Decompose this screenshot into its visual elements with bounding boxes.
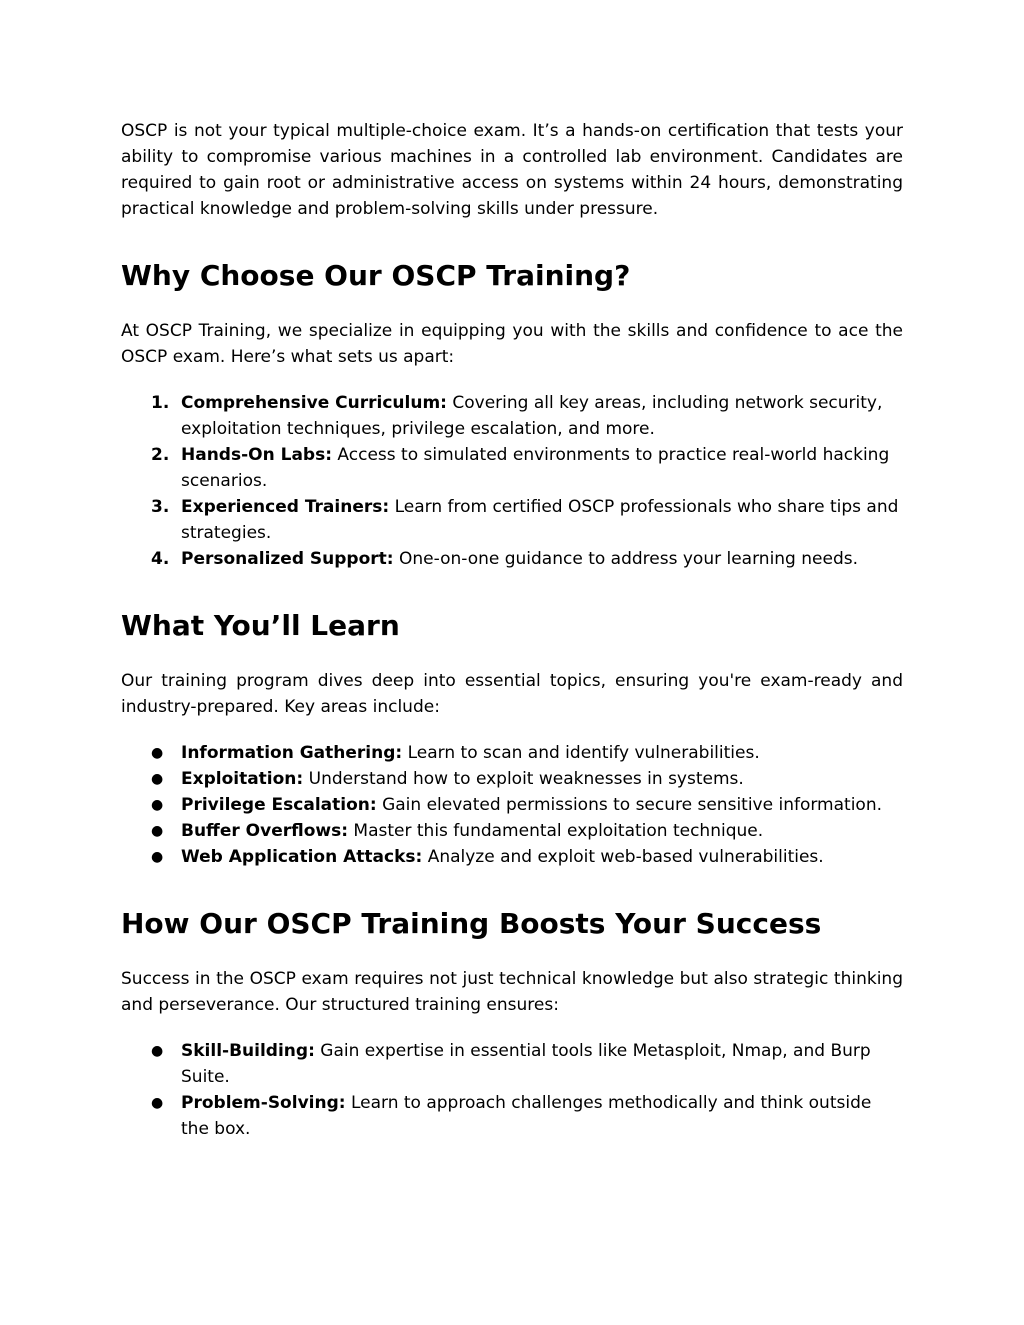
item-description: Gain expertise in essential tools like Metasploit, Nmap, and Burp Suite. xyxy=(181,1041,871,1087)
list-item xyxy=(121,494,903,546)
bullet-icon: ● xyxy=(151,771,164,787)
list-item xyxy=(121,844,903,870)
item-term: Information Gathering: xyxy=(181,743,403,763)
list-item xyxy=(121,442,903,494)
list-item xyxy=(121,766,903,792)
item-description: Covering all key areas, including network security, exploitation techniques, privilege escalation, and more. xyxy=(181,393,883,439)
list-item xyxy=(121,792,903,818)
bullet-icon: ● xyxy=(151,823,164,839)
item-description: Learn to approach challenges methodically and think outside the box. xyxy=(181,1093,872,1139)
list-number: 3. xyxy=(151,497,170,517)
item-description: Learn from certified OSCP professionals who share tips and strategies. xyxy=(181,497,899,543)
list-number: 2. xyxy=(151,445,170,465)
success-list xyxy=(121,1038,903,1142)
list-item xyxy=(121,740,903,766)
item-term: Comprehensive Curriculum: xyxy=(181,393,447,413)
intro-paragraph: OSCP is not your typical multiple-choice exam. It’s a hands-on certification that tests your ability to compromise various machines in a controlled lab environment. Candidates are required to gain root or administrative access on systems within 24 hours, demonstrating practical knowledge and problem-solving skills under pressure. xyxy=(121,121,903,219)
success-paragraph: Success in the OSCP exam requires not just technical knowledge but also strategic thinking and perseverance. Our structured training ensures: xyxy=(121,969,903,1015)
learn-heading: What You’ll Learn xyxy=(121,609,400,642)
list-item xyxy=(121,1038,903,1090)
item-description: Access to simulated environments to practice real-world hacking scenarios. xyxy=(181,445,890,491)
list-item xyxy=(121,818,903,844)
document-page xyxy=(121,118,903,1142)
item-term: Buffer Overflows: xyxy=(181,821,349,841)
why-heading: Why Choose Our OSCP Training? xyxy=(121,259,631,292)
item-term: Hands-On Labs: xyxy=(181,445,333,465)
item-term: Skill-Building: xyxy=(181,1041,315,1061)
list-number: 1. xyxy=(151,393,170,413)
list-number: 4. xyxy=(151,549,170,569)
bullet-icon: ● xyxy=(151,1095,164,1111)
item-term: Exploitation: xyxy=(181,769,304,789)
list-item xyxy=(121,1090,903,1142)
learn-list xyxy=(121,740,903,870)
bullet-icon: ● xyxy=(151,797,164,813)
item-description: Understand how to exploit weaknesses in systems. xyxy=(308,769,744,789)
item-description: Gain elevated permissions to secure sensitive information. xyxy=(382,795,882,815)
list-item xyxy=(121,390,903,442)
item-description: Learn to scan and identify vulnerabilities. xyxy=(407,743,760,763)
bullet-icon: ● xyxy=(151,1043,164,1059)
learn-paragraph: Our training program dives deep into essential topics, ensuring you're exam-ready and industry-prepared. Key areas include: xyxy=(121,671,903,717)
bullet-icon: ● xyxy=(151,849,164,865)
item-term: Personalized Support: xyxy=(181,549,394,569)
item-term: Experienced Trainers: xyxy=(181,497,390,517)
item-term: Web Application Attacks: xyxy=(181,847,423,867)
item-term: Problem-Solving: xyxy=(181,1093,346,1113)
list-item xyxy=(121,546,903,572)
item-term: Privilege Escalation: xyxy=(181,795,377,815)
item-description: One-on-one guidance to address your learning needs. xyxy=(399,549,858,569)
why-list xyxy=(121,390,903,572)
why-paragraph: At OSCP Training, we specialize in equipping you with the skills and confidence to ace the OSCP exam. Here’s what sets us apart: xyxy=(121,321,903,367)
item-description: Master this fundamental exploitation technique. xyxy=(353,821,764,841)
success-heading: How Our OSCP Training Boosts Your Success xyxy=(121,907,822,940)
item-description: Analyze and exploit web-based vulnerabilities. xyxy=(427,847,824,867)
bullet-icon: ● xyxy=(151,745,164,761)
